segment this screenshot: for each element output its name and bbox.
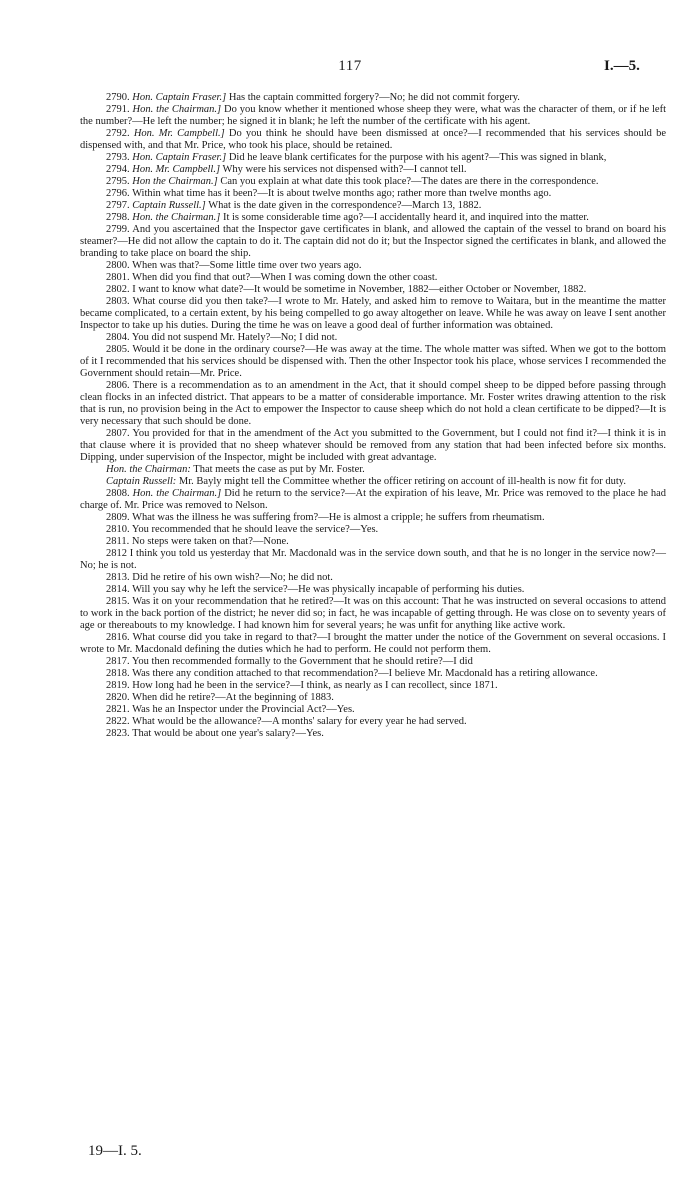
- paragraph-text: What course did you then take?—I wrote to Mr. Hately, and asked him to remove to Waitara, but in the meantime the matter became complicated, to a certain extent, by his being compelled to go away altogether on leave. While he was away on leave I sent another Inspector to take up his duties. During the time he was on leave a good deal of further information was obtained.: [80, 296, 666, 331]
- paragraph-text: Did he leave blank certificates for the purpose with his agent?—This was signed in blank,: [226, 152, 607, 163]
- question-number: 2795.: [106, 176, 130, 187]
- paragraph-text: You did not suspend Mr. Hately?—No; I did not.: [131, 332, 338, 343]
- speaker-name: Hon. Mr. Campbell.]: [133, 128, 225, 139]
- question-paragraph: [80, 284, 666, 296]
- question-paragraph: [80, 596, 666, 632]
- question-number: 2794.: [106, 164, 130, 175]
- question-paragraph: [80, 428, 666, 464]
- question-paragraph: [80, 728, 666, 740]
- question-number: 2823.: [106, 728, 130, 739]
- paragraph-text: What is the date given in the correspondence?—March 13, 1882.: [205, 200, 482, 211]
- question-paragraph: [80, 704, 666, 716]
- question-number: 2809.: [106, 512, 130, 523]
- speaker-name: Hon the Chairman.]: [132, 176, 218, 187]
- paragraph-text: Within what time has it been?—It is about twelve months ago; rather more than twelve months ago.: [132, 188, 552, 199]
- sheet-signature: 19—I. 5.: [88, 1143, 142, 1159]
- question-paragraph: [80, 344, 666, 380]
- question-number: 2816.: [106, 632, 130, 643]
- question-number: 2821.: [106, 704, 130, 715]
- paragraph-text: Did he return to the service?—At the expiration of his leave, Mr. Price was removed to the place he had charge of. Mr. Price was removed to Nelson.: [80, 488, 666, 511]
- question-paragraph: [80, 212, 666, 224]
- question-paragraph: [80, 548, 666, 572]
- question-paragraph: [80, 584, 666, 596]
- question-paragraph: [80, 152, 666, 164]
- paragraph-text: I think you told us yesterday that Mr. Macdonald was in the service down south, and that he is no longer in the service now?—No; he is not.: [80, 548, 666, 571]
- question-number: 2814.: [106, 584, 130, 595]
- speaker-name: Hon. the Chairman.]: [132, 488, 222, 499]
- question-paragraph: [80, 104, 666, 128]
- question-paragraph: [80, 224, 666, 260]
- paper-reference: I.—5.: [604, 58, 640, 74]
- paragraph-text: You then recommended formally to the Government that he should retire?—I did: [131, 656, 473, 667]
- page-number: 117: [338, 58, 362, 74]
- question-number: 2799.: [106, 224, 130, 235]
- question-number: 2790.: [106, 92, 130, 103]
- question-number: 2791.: [106, 104, 130, 115]
- question-number: 2803.: [106, 296, 130, 307]
- question-paragraph: [80, 464, 666, 476]
- question-number: 2796.: [106, 188, 130, 199]
- paragraph-text: I want to know what date?—It would be sometime in November, 1882—either October or November, 1882.: [132, 284, 587, 295]
- question-number: 2811.: [106, 536, 130, 547]
- question-number: 2807.: [106, 428, 130, 439]
- question-paragraph: [80, 164, 666, 176]
- paragraph-text: How long had he been in the service?—I think, as nearly as I can recollect, since 1871.: [132, 680, 498, 691]
- question-paragraph: [80, 536, 666, 548]
- question-paragraph: [80, 668, 666, 680]
- question-number: 2818.: [106, 668, 130, 679]
- question-number: 2813.: [106, 572, 130, 583]
- question-paragraph: [80, 512, 666, 524]
- question-paragraph: [80, 632, 666, 656]
- paragraph-text: Was he an Inspector under the Provincial Act?—Yes.: [132, 704, 355, 715]
- question-paragraph: [80, 188, 666, 200]
- question-number: 2802.: [106, 284, 130, 295]
- question-paragraph: [80, 380, 666, 428]
- speaker-name: Hon. the Chairman.]: [132, 212, 221, 223]
- paragraph-text: What course did you take in regard to that?—I brought the matter under the notice of the Government on several occasions. I wrote to Mr. Macdonald defining the duties which he had to perform. He could not perform them.: [80, 632, 667, 655]
- paragraph-text: You provided for that in the amendment of the Act you submitted to the Government, but I could not find it?—I think it is in that clause where it is provided that no sheep whatever should be removed from any station that had been infected before six months. Dipping, under supervision of the Inspector, might be included with great advantage.: [80, 428, 666, 463]
- question-number: 2815.: [106, 596, 130, 607]
- paragraph-text: Did he retire of his own wish?—No; he did not.: [132, 572, 333, 583]
- question-paragraph: [80, 572, 666, 584]
- paragraph-text: There is a recommendation as to an amendment in the Act, that it should compel sheep to be dipped before passing through clean flocks in an infected district. That appears to be a matter of considerable importance. Mr. Foster writes drawing attention to the risk that is run, no provision being in the Act to empower the Inspector to cause sheep which do not hold a clean certificate to be dipped?—It is very necessary that such should be done.: [80, 380, 666, 427]
- speaker-name: Captain Russell:: [106, 476, 177, 487]
- question-paragraph: [80, 272, 666, 284]
- paragraph-text: No steps were taken on that?—None.: [131, 536, 289, 547]
- paragraph-text: Has the captain committed forgery?—No; he did not commit forgery.: [226, 92, 520, 103]
- question-paragraph: [80, 260, 666, 272]
- question-paragraph: [80, 692, 666, 704]
- speaker-name: Captain Russell.]: [132, 200, 206, 211]
- question-paragraph: [80, 296, 666, 332]
- paragraph-text: Can you explain at what date this took place?—The dates are there in the correspondence.: [217, 176, 599, 187]
- question-number: 2819.: [106, 680, 130, 691]
- paragraph-text: That meets the case as put by Mr. Foster.: [190, 464, 365, 475]
- question-paragraph: [80, 524, 666, 536]
- paragraph-text: Will you say why he left the service?—He was physically incapable of performing his duties.: [132, 584, 525, 595]
- paragraph-text: When was that?—Some little time over two years ago.: [132, 260, 362, 271]
- paragraph-text: Would it be done in the ordinary course?—He was away at the time. The whole matter was sifted. When we got to the bottom of it I recommended that his services should be dispensed with. Then the other Inspector took his place, whose services I recommended the Government should retain—Mr. Price.: [80, 344, 667, 379]
- paragraph-text: Mr. Bayly might tell the Committee whether the officer retiring on account of ill-health is now fit for duty.: [176, 476, 626, 487]
- question-number: 2812: [106, 548, 127, 559]
- question-number: 2793.: [106, 152, 130, 163]
- question-number: 2800.: [106, 260, 130, 271]
- paragraph-text: When did you find that out?—When I was coming down the other coast.: [132, 272, 438, 283]
- paragraph-text: It is some considerable time ago?—I accidentally heard it, and inquired into the matter.: [220, 212, 589, 223]
- question-number: 2804.: [106, 332, 130, 343]
- question-number: 2792.: [106, 128, 130, 139]
- paragraph-text: Was it on your recommendation that he retired?—It was on this account: That he was instructed on several occasions to attend to work in the back portion of the district; he never did so; in fact, he was incapable of getting through. He was close on to seventy years of age or thereabouts to my knowledge. I had known him for several years; he was unfit for anything like active work.: [80, 596, 666, 631]
- paragraph-text: You recommended that he should leave the service?—Yes.: [131, 524, 379, 535]
- question-number: 2810.: [106, 524, 130, 535]
- paragraph-text: What would be the allowance?—A months' salary for every year he had served.: [132, 716, 467, 727]
- paragraph-text: Was there any condition attached to that recommendation?—I believe Mr. Macdonald has a retiring allowance.: [132, 668, 598, 679]
- question-paragraph: [80, 176, 666, 188]
- question-paragraph: [80, 332, 666, 344]
- question-paragraph: [80, 680, 666, 692]
- question-paragraph: [80, 128, 666, 152]
- question-paragraph: [80, 488, 666, 512]
- speaker-name: Hon. Captain Fraser.]: [132, 152, 227, 163]
- transcript-body: [80, 92, 666, 740]
- paragraph-text: That would be about one year's salary?—Yes.: [132, 728, 324, 739]
- question-number: 2797.: [106, 200, 130, 211]
- paragraph-text: Why were his services not dispensed with?—I cannot tell.: [220, 164, 467, 175]
- speaker-name: Hon. the Chairman:: [106, 464, 191, 475]
- question-number: 2801.: [106, 272, 130, 283]
- paragraph-text: Do you know whether it mentioned whose sheep they were, what was the character of them, or if he left the number?—He left the number; he signed it in blank; he left the number of the certificate with his agent.: [80, 104, 667, 127]
- speaker-name: Hon. Captain Fraser.]: [132, 92, 227, 103]
- paragraph-text: What was the illness he was suffering from?—He is almost a cripple; he suffers from rheumatism.: [132, 512, 545, 523]
- question-number: 2822.: [106, 716, 130, 727]
- speaker-name: Hon. Mr. Campbell.]: [132, 164, 221, 175]
- speaker-name: Hon. the Chairman.]: [132, 104, 222, 115]
- paragraph-text: When did he retire?—At the beginning of 1883.: [132, 692, 334, 703]
- question-paragraph: [80, 716, 666, 728]
- question-number: 2806.: [106, 380, 130, 391]
- question-paragraph: [80, 476, 666, 488]
- question-paragraph: [80, 200, 666, 212]
- question-number: 2798.: [106, 212, 130, 223]
- question-number: 2820.: [106, 692, 130, 703]
- question-number: 2805.: [106, 344, 130, 355]
- paragraph-text: And you ascertained that the Inspector gave certificates in blank, and allowed the captain of the vessel to brand on board his steamer?—He did not allow the captain to do it. The captain did not do it; but the Inspector signed the certificates in blank, and allowed the branding to take place on board the ship.: [80, 224, 666, 259]
- question-number: 2817.: [106, 656, 130, 667]
- question-paragraph: [80, 92, 666, 104]
- question-number: 2808.: [106, 488, 130, 499]
- paragraph-text: Do you think he should have been dismissed at once?—I recommended that his services should be dispensed with, and that Mr. Price, who took his place, should be retained.: [80, 128, 667, 151]
- question-paragraph: [80, 656, 666, 668]
